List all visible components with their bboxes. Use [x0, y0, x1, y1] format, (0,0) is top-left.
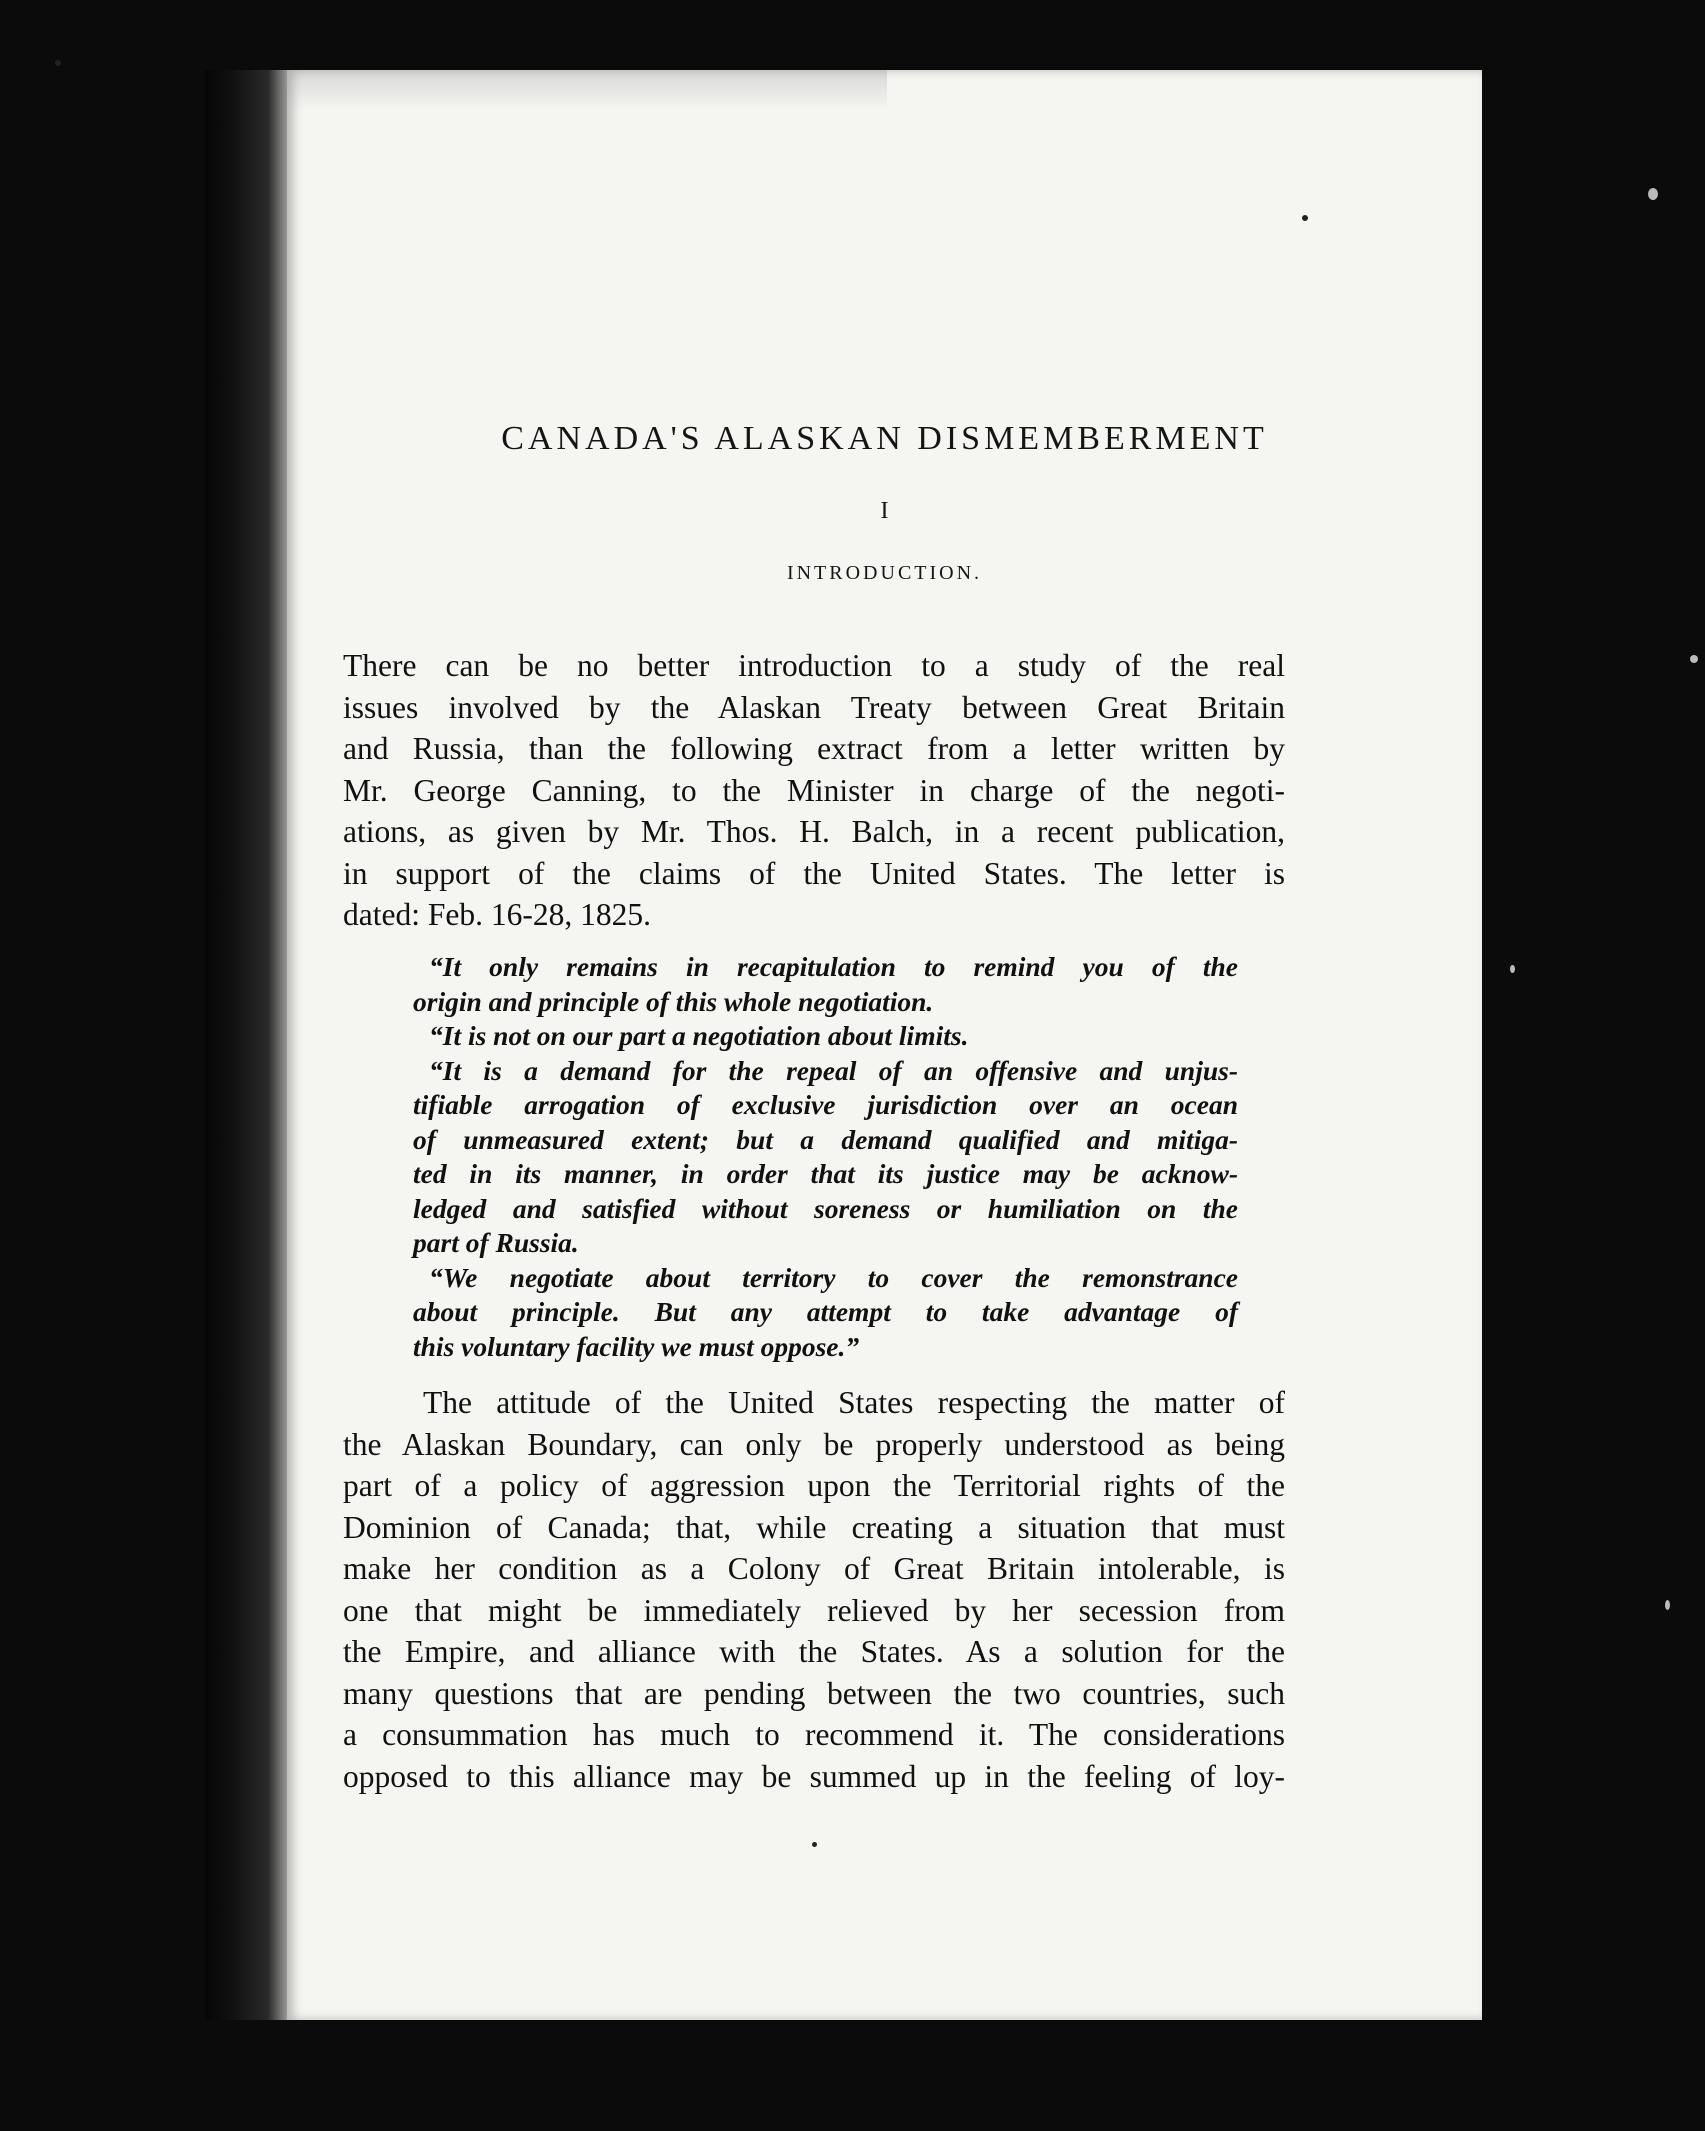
- text-line: ations, as given by Mr. Thos. H. Balch, in a recent publication,: [343, 814, 1285, 849]
- section-number: I: [880, 498, 889, 524]
- text-line: make her condition as a Colony of Great Britain intolerable, is: [343, 1551, 1285, 1586]
- quote-line: about principle. But any attempt to take advantage of: [413, 1296, 1238, 1327]
- body-paragraph: [343, 1382, 1285, 1797]
- intro-paragraph: [343, 645, 1285, 936]
- text-line: dated: Feb. 16-28, 1825.: [343, 897, 651, 932]
- scan-binding-edge: [205, 70, 295, 2020]
- text-line: There can be no better introduction to a study of the real: [343, 648, 1285, 683]
- text-line: Mr. George Canning, to the Minister in charge of the negoti-: [343, 772, 1285, 808]
- quote-line: “It only remains in recapitulation to remind you of the: [429, 951, 1238, 982]
- document-title: CANADA'S ALASKAN DISMEMBERMENT: [501, 420, 1268, 457]
- scan-speck: [1665, 1600, 1670, 1610]
- text-line: Dominion of Canada; that, while creating a situation that must: [343, 1509, 1285, 1545]
- quote-line: “We negotiate about territory to cover the remonstrance: [429, 1261, 1238, 1293]
- quote-line: ledged and satisfied without soreness or humiliation on the: [413, 1192, 1238, 1224]
- text-line: the Empire, and alliance with the States. As a solution for the: [343, 1634, 1285, 1669]
- canning-letter-quote: [413, 950, 1238, 1364]
- quote-line: ted in its manner, in order that its justice may be acknow-: [413, 1158, 1238, 1189]
- text-line: issues involved by the Alaskan Treaty between Great Britain: [343, 689, 1285, 725]
- quote-line: “It is not on our part a negotiation about limits.: [429, 1020, 969, 1051]
- scan-speck: [812, 1842, 817, 1847]
- text-line: the Alaskan Boundary, can only be properly understood as being: [343, 1426, 1285, 1462]
- text-line: and Russia, than the following extract from a letter written by: [343, 731, 1285, 766]
- scan-speck: [1648, 188, 1658, 200]
- quote-line: part of Russia.: [413, 1227, 579, 1258]
- text-line: in support of the claims of the United States. The letter is: [343, 855, 1285, 891]
- quote-line: “It is a demand for the repeal of an offensive and unjus-: [429, 1054, 1238, 1086]
- text-line: part of a policy of aggression upon the Territorial rights of the: [343, 1468, 1285, 1503]
- scan-speck: [1510, 965, 1515, 973]
- quote-line: origin and principle of this whole negotiation.: [413, 985, 934, 1017]
- section-heading: INTRODUCTION.: [786, 562, 983, 584]
- text-line: many questions that are pending between the two countries, such: [343, 1675, 1285, 1711]
- text-line: one that might be immediately relieved by her secession from: [343, 1592, 1285, 1628]
- text-line: The attitude of the United States respecting the matter of: [423, 1385, 1285, 1420]
- quote-line: tifiable arrogation of exclusive jurisdiction over an ocean: [413, 1089, 1238, 1120]
- quote-line: of unmeasured extent; but a demand qualified and mitiga-: [413, 1123, 1238, 1155]
- scan-top-shading: [287, 70, 887, 110]
- scan-speck: [1302, 215, 1308, 221]
- text-line: opposed to this alliance may be summed up in the feeling of loy-: [343, 1758, 1285, 1794]
- text-line: a consummation has much to recommend it. The considerations: [343, 1717, 1285, 1752]
- scan-speck: [55, 60, 61, 66]
- quote-line: this voluntary facility we must oppose.”: [413, 1330, 860, 1362]
- scan-speck: [1690, 655, 1698, 663]
